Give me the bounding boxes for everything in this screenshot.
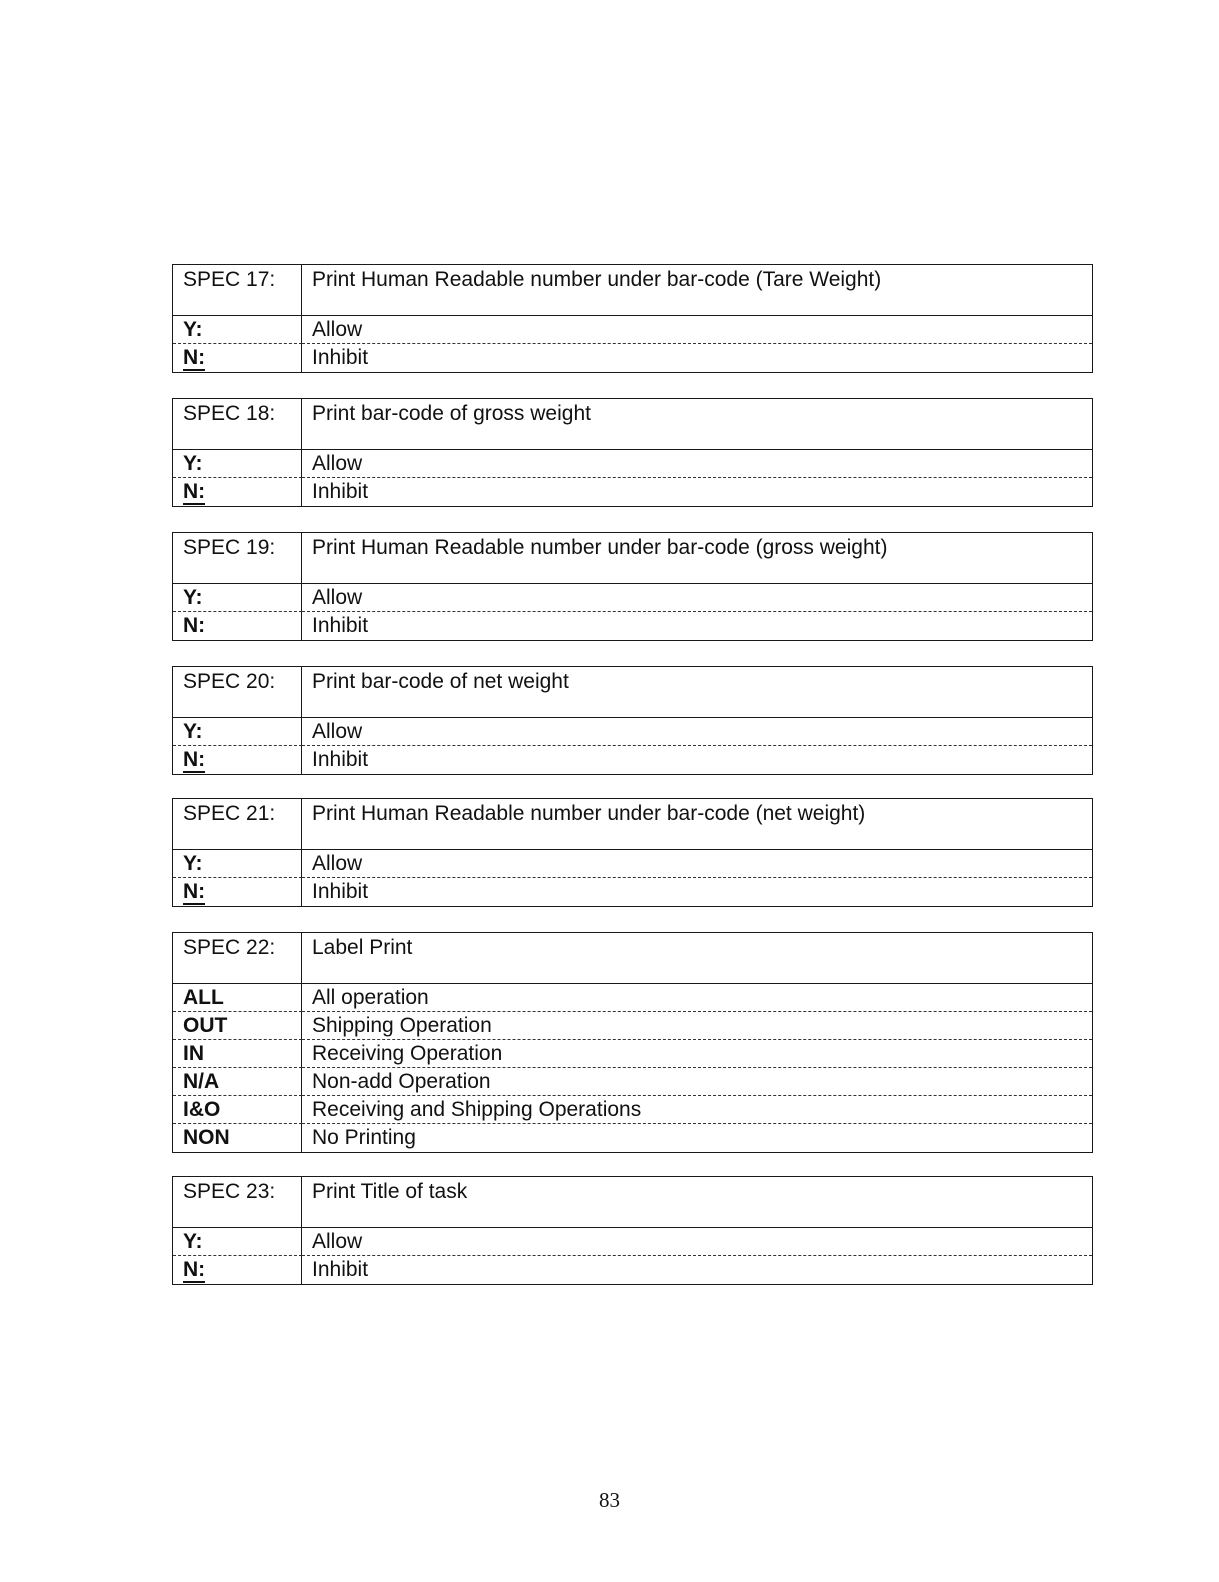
spec-header <box>173 265 1092 316</box>
option-code: Y: <box>173 450 302 478</box>
page-number: 83 <box>599 1488 620 1512</box>
spec-id: SPEC 19: <box>173 533 302 583</box>
option-code: IN <box>173 1040 302 1068</box>
option-label: Allow <box>302 718 1092 746</box>
option-label: Inhibit <box>312 480 369 503</box>
option-code: ALL <box>173 984 302 1012</box>
spec-header <box>173 667 1092 718</box>
option-label: All operation <box>302 984 1092 1012</box>
option-code: N: <box>173 746 302 774</box>
option-label: Allow <box>302 584 1092 612</box>
spec-table <box>172 666 1093 775</box>
spec-title: Print Title of task <box>312 1180 468 1203</box>
spec-id: SPEC 23: <box>173 1177 302 1227</box>
option-row <box>173 344 1092 372</box>
option-label: Inhibit <box>312 1258 369 1281</box>
option-code: N: <box>173 878 302 906</box>
option-label: No Printing <box>312 1126 416 1149</box>
spec-title: Print bar-code of gross weight <box>312 402 591 425</box>
option-row <box>173 718 1092 746</box>
option-code: Y: <box>173 850 302 878</box>
option-row <box>173 878 1092 906</box>
option-label: Shipping Operation <box>302 1012 1092 1040</box>
option-label: Allow <box>302 850 1092 878</box>
option-code: Y: <box>173 1228 302 1256</box>
option-label: Allow <box>302 1228 1092 1256</box>
spec-header <box>173 933 1092 984</box>
spec-header <box>173 533 1092 584</box>
spec-table <box>172 398 1093 507</box>
spec-title: Print Human Readable number under bar-code (Tare Weight) <box>312 268 882 291</box>
option-code: N: <box>173 1256 302 1284</box>
spec-table <box>172 532 1093 641</box>
spec-id: SPEC 17: <box>173 265 302 315</box>
option-code: I&O <box>173 1096 302 1124</box>
option-row <box>173 1228 1092 1256</box>
spec-title: Print bar-code of net weight <box>312 670 569 693</box>
option-row <box>173 746 1092 774</box>
option-row <box>173 1256 1092 1284</box>
option-row <box>173 316 1092 344</box>
option-label: Receiving Operation <box>302 1040 1092 1068</box>
option-row <box>173 984 1092 1012</box>
spec-id: SPEC 18: <box>173 399 302 449</box>
option-row <box>173 1040 1092 1068</box>
option-row <box>173 450 1092 478</box>
option-code: Y: <box>173 584 302 612</box>
option-code: Y: <box>173 316 302 344</box>
spec-table <box>172 264 1093 373</box>
option-row <box>173 478 1092 506</box>
option-code: NON <box>173 1124 302 1152</box>
spec-table <box>172 932 1093 1153</box>
option-label: Receiving and Shipping Operations <box>302 1096 1092 1124</box>
option-label: Inhibit <box>312 748 369 771</box>
option-code: OUT <box>173 1012 302 1040</box>
option-row <box>173 1124 1092 1152</box>
option-code: N: <box>173 344 302 372</box>
option-label: Allow <box>302 450 1092 478</box>
option-row <box>173 1012 1092 1040</box>
spec-title: Print Human Readable number under bar-code (gross weight) <box>312 536 888 559</box>
option-code: N: <box>173 612 302 640</box>
option-code: Y: <box>173 718 302 746</box>
option-row <box>173 584 1092 612</box>
spec-id: SPEC 21: <box>173 799 302 849</box>
spec-title: Label Print <box>312 936 413 959</box>
option-label: Inhibit <box>312 346 369 369</box>
option-label: Inhibit <box>312 614 369 637</box>
spec-id: SPEC 22: <box>173 933 302 983</box>
option-row <box>173 1096 1092 1124</box>
spec-id: SPEC 20: <box>173 667 302 717</box>
option-label: Inhibit <box>312 880 369 903</box>
spec-header <box>173 399 1092 450</box>
spec-title: Print Human Readable number under bar-code (net weight) <box>312 802 866 825</box>
option-label: Non-add Operation <box>302 1068 1092 1096</box>
option-code: N: <box>173 478 302 506</box>
option-row <box>173 850 1092 878</box>
spec-header <box>173 1177 1092 1228</box>
spec-header <box>173 799 1092 850</box>
option-row <box>173 1068 1092 1096</box>
spec-table <box>172 798 1093 907</box>
option-row <box>173 612 1092 640</box>
option-code: N/A <box>173 1068 302 1096</box>
spec-table <box>172 1176 1093 1285</box>
option-label: Allow <box>302 316 1092 344</box>
